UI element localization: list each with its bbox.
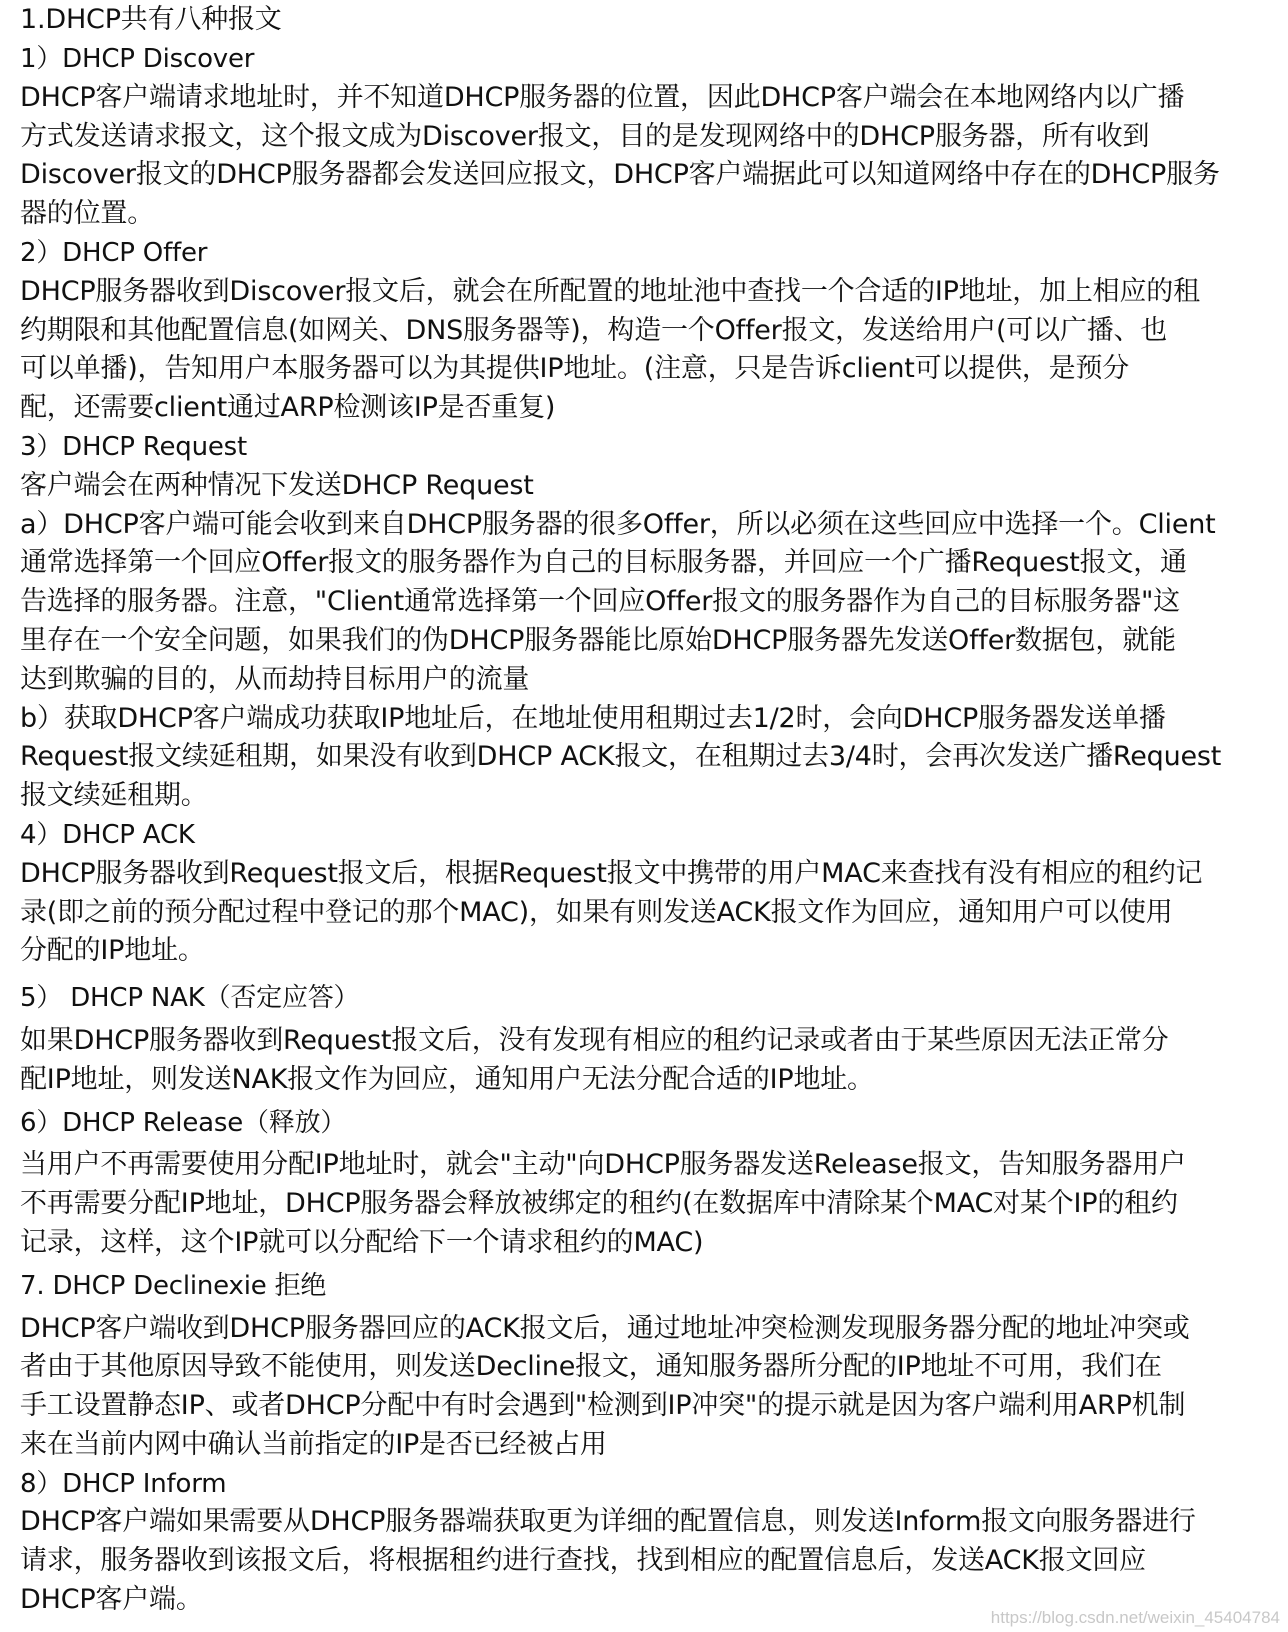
- section-ack: [20, 816, 1270, 971]
- paragraph-line: 录(即之前的预分配过程中登记的那个MAC)，如果有则发送ACK报文作为回应，通知用户可以使用: [20, 896, 1173, 928]
- paragraph-line: 告选择的服务器。注意，"Client通常选择第一个回应Offer报文的服务器作为自己的目标服务器"这: [20, 586, 1180, 618]
- paragraph-line: 记录，这样，这个IP就可以分配给下一个请求租约的MAC): [20, 1226, 704, 1258]
- paragraph-line: Discover报文的DHCP服务器都会发送回应报文，DHCP客户端据此可以知道网络中存在的DHCP服务: [20, 159, 1220, 191]
- paragraph-line: 手工设置静态IP、或者DHCP分配中有时会遇到"检测到IP冲突"的提示就是因为客户端利用ARP机制: [20, 1390, 1186, 1422]
- paragraph-line: DHCP服务器收到Discover报文后，就会在所配置的地址池中查找一个合适的IP地址，加上相应的租: [20, 275, 1200, 307]
- paragraph-line: 客户端会在两种情况下发送DHCP Request: [20, 469, 534, 501]
- paragraph-line: 当用户不再需要使用分配IP地址时，就会"主动"向DHCP服务器发送Release报文，告知服务器用户: [20, 1149, 1186, 1181]
- paragraph-line: b）获取DHCP客户端成功获取IP地址后，在地址使用租期过去1/2时，会向DHCP服务器发送单播: [20, 702, 1166, 734]
- paragraph-line: 通常选择第一个回应Offer报文的服务器作为自己的目标服务器，并回应一个广播Request报文，通: [20, 547, 1187, 579]
- paragraph-line: DHCP客户端如果需要从DHCP服务器端获取更为详细的配置信息，则发送Inform报文向服务器进行: [20, 1506, 1196, 1538]
- paragraph-line: 方式发送请求报文，这个报文成为Discover报文，目的是发现网络中的DHCP服务器，所有收到: [20, 120, 1150, 152]
- paragraph-line: 请求，服务器收到该报文后，将根据租约进行查找，找到相应的配置信息后，发送ACK报文回应: [20, 1545, 1146, 1577]
- paragraph-line: 配IP地址，则发送NAK报文作为回应，通知用户无法分配合适的IP地址。: [20, 1063, 874, 1095]
- section-release: [20, 1104, 1270, 1263]
- section-heading: 2）DHCP Offer: [20, 237, 208, 268]
- document-body: [20, 0, 1270, 1620]
- paragraph-line: 约期限和其他配置信息(如网关、DNS服务器等)，构造一个Offer报文，发送给用户(可以广播、也: [20, 314, 1168, 346]
- section-heading: 4）DHCP ACK: [20, 819, 195, 850]
- paragraph-line: 可以单播)，告知用户本服务器可以为其提供IP地址。(注意，只是告诉client可以提供，是预分: [20, 353, 1130, 385]
- paragraph-line: 分配的IP地址。: [20, 935, 205, 967]
- section-request: [20, 428, 1270, 816]
- section-heading: 8）DHCP Inform: [20, 1468, 227, 1499]
- paragraph-line: a）DHCP客户端可能会收到来自DHCP服务器的很多Offer，所以必须在这些回应中选择一个。Client: [20, 508, 1216, 540]
- section-nak: [20, 979, 1270, 1099]
- section-decline: [20, 1267, 1270, 1465]
- paragraph-line: 报文续延租期。: [20, 780, 208, 812]
- watermark-url: https://blog.csdn.net/weixin_45404784: [990, 1608, 1280, 1627]
- section-heading: 5） DHCP NAK（否定应答）: [20, 983, 360, 1014]
- paragraph-line: 如果DHCP服务器收到Request报文后，没有发现有相应的租约记录或者由于某些原因无法正常分: [20, 1024, 1169, 1056]
- paragraph-line: Request报文续延租期，如果没有收到DHCP ACK报文，在租期过去3/4时，会再次发送广播Request: [20, 741, 1222, 773]
- paragraph-line: 不再需要分配IP地址，DHCP服务器会释放被绑定的租约(在数据库中清除某个MAC对某个IP的租约: [20, 1188, 1178, 1220]
- paragraph-line: 里存在一个安全问题，如果我们的伪DHCP服务器能比原始DHCP服务器先发送Offer数据包，就能: [20, 624, 1176, 656]
- paragraph-line: 配，还需要client通过ARP检测该IP是否重复): [20, 392, 556, 424]
- paragraph-line: 达到欺骗的目的，从而劫持目标用户的流量: [20, 663, 530, 695]
- paragraph-line: DHCP服务器收到Request报文后，根据Request报文中携带的用户MAC来查找有没有相应的租约记: [20, 857, 1203, 889]
- paragraph-line: DHCP客户端收到DHCP服务器回应的ACK报文后，通过地址冲突检测发现服务器分配的地址冲突或: [20, 1312, 1190, 1344]
- paragraph-line: 者由于其他原因导致不能使用，则发送Decline报文，通知服务器所分配的IP地址不可用，我们在: [20, 1351, 1162, 1383]
- section-heading: 6）DHCP Release（释放）: [20, 1107, 347, 1138]
- section-heading: 3）DHCP Request: [20, 431, 248, 462]
- paragraph-line: DHCP客户端。: [20, 1584, 203, 1616]
- paragraph-line: DHCP客户端请求地址时，并不知道DHCP服务器的位置，因此DHCP客户端会在本地网络内以广播: [20, 81, 1185, 113]
- paragraph-line: 器的位置。: [20, 198, 154, 230]
- paragraph-line: 来在当前内网中确认当前指定的IP是否已经被占用: [20, 1428, 607, 1460]
- section-offer: [20, 234, 1270, 428]
- section-heading: 1）DHCP Discover: [20, 44, 255, 74]
- section-discover: [20, 40, 1270, 234]
- section-inform: [20, 1465, 1270, 1620]
- section-heading: 7. DHCP Declinexie 拒绝: [20, 1270, 327, 1301]
- document-title: 1.DHCP共有八种报文: [20, 4, 282, 35]
